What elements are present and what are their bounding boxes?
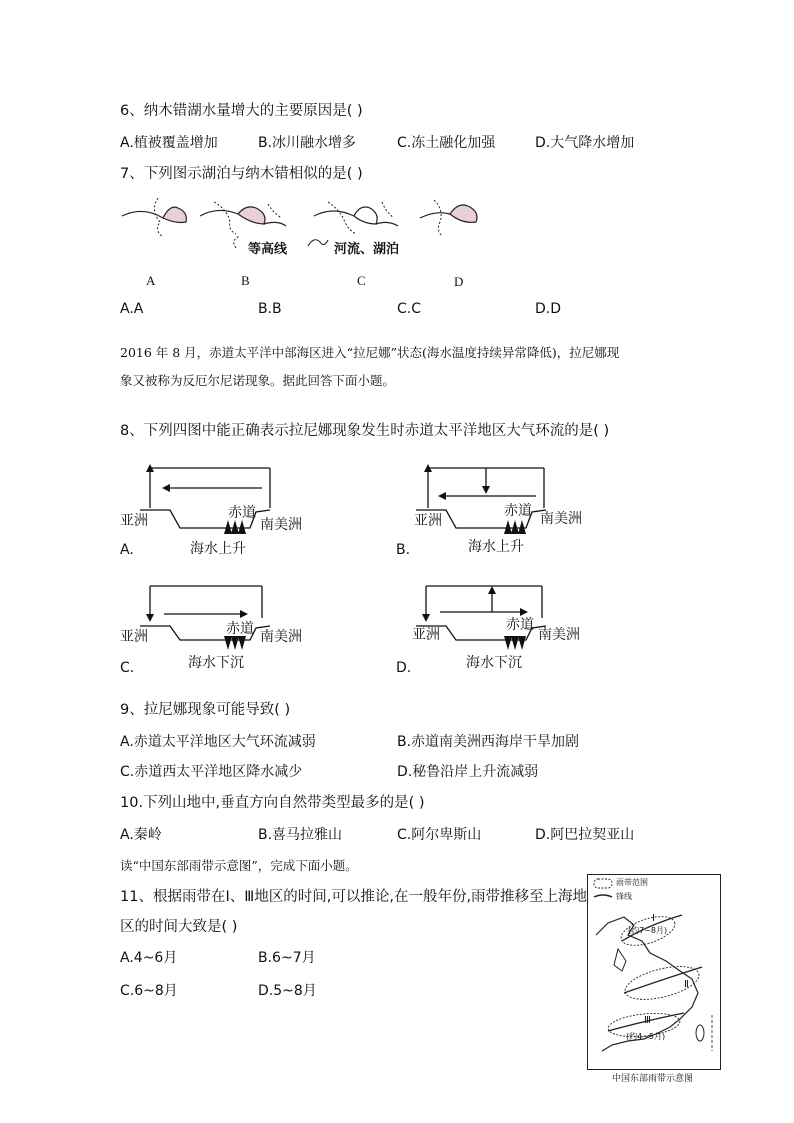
diagram-b-equator: 赤道 [504, 503, 532, 519]
q11-option-a: A.4~6月 [120, 950, 178, 966]
q7-option-d: D.D [535, 301, 562, 317]
q11-stem-line1: 11、根据雨带在Ⅰ、Ⅲ地区的时间,可以推论,在一般年份,雨带推移至上海地 [120, 889, 588, 905]
map-legend-front: 锋线 [616, 892, 632, 901]
rain-belt-map [587, 874, 721, 1070]
map-region-2: Ⅱ [684, 979, 689, 990]
contour-legend-icon [234, 236, 240, 248]
q9-stem: 9、拉尼娜现象可能导致( ) [120, 702, 291, 718]
lake-figure-b [200, 202, 286, 234]
diagram-d-asia: 亚洲 [412, 627, 440, 643]
circulation-diagram-c [120, 578, 300, 678]
passage-rain-belt: 读“中国东部雨带示意图”，完成下面小题。 [120, 858, 358, 873]
river-lake-legend-label: 河流、湖泊 [334, 242, 400, 257]
lake-figure-a [122, 198, 186, 236]
q11-option-c: C.6~8月 [120, 983, 178, 999]
q6-option-a: A.植被覆盖增加 [120, 135, 218, 151]
diagram-d-equator: 赤道 [506, 617, 534, 633]
lake-figure-d [420, 200, 477, 236]
q10-option-a: A.秦岭 [120, 827, 162, 843]
q11-stem-line2: 区的时间大致是( ) [120, 919, 238, 935]
map-legend-rainband: 雨带范围 [616, 878, 648, 887]
q10-stem: 10.下列山地中,垂直方向自然带类型最多的是( ) [120, 795, 425, 811]
q8-option-c: C. [120, 660, 135, 676]
q6-stem: 6、纳木错湖水量增大的主要原因是( ) [120, 103, 363, 119]
diagram-a-equator: 赤道 [228, 505, 256, 521]
diagram-d-ocean: 海水下沉 [466, 655, 522, 671]
q7-option-b: B.B [258, 301, 282, 317]
circulation-diagram-d [396, 578, 586, 678]
q11-option-b: B.6~7月 [258, 950, 316, 966]
q7-stem: 7、下列图示湖泊与纳木错相似的是( ) [120, 166, 363, 182]
diagram-b-ocean: 海水上升 [468, 539, 524, 555]
q10-option-b: B.喜马拉雅山 [258, 827, 343, 843]
q6-option-c: C.冻土融化加强 [397, 135, 496, 151]
q9-option-b: B.赤道南美洲西海岸干旱加剧 [397, 734, 580, 750]
q8-option-a: A. [120, 542, 134, 558]
figure-letter-a: A [146, 273, 156, 288]
q8-option-d: D. [396, 660, 412, 676]
diagram-d-south-america: 南美洲 [538, 627, 580, 643]
diagram-a-ocean: 海水上升 [190, 541, 246, 557]
q9-option-d: D.秘鲁沿岸上升流减弱 [397, 764, 539, 780]
q6-option-d: D.大气降水增加 [535, 135, 635, 151]
lake-figure-c [314, 202, 398, 234]
circulation-diagram-a [120, 462, 300, 562]
figure-letter-b: B [241, 273, 250, 288]
q6-option-b: B.冰川融水增多 [258, 135, 357, 151]
map-region-1: Ⅰ [652, 913, 655, 924]
q11-option-d: D.5~8月 [258, 983, 317, 999]
map-caption: 中国东部雨带示意图 [612, 1074, 694, 1084]
contour-legend-label: 等高线 [248, 242, 288, 257]
diagram-c-south-america: 南美洲 [260, 629, 302, 645]
diagram-c-ocean: 海水下沉 [188, 655, 244, 671]
map-region-1-time: (约7~8月) [628, 926, 668, 935]
diagram-a-south-america: 南美洲 [260, 517, 302, 533]
q9-option-a: A.赤道太平洋地区大气环流减弱 [120, 734, 316, 750]
map-region-3-time: (约4~5月) [626, 1032, 666, 1041]
diagram-b-asia: 亚洲 [414, 513, 442, 529]
map-region-3: Ⅲ [644, 1015, 651, 1026]
diagram-c-equator: 赤道 [226, 621, 254, 637]
q7-option-c: C.C [397, 301, 422, 317]
q10-option-d: D.阿巴拉契亚山 [535, 827, 635, 843]
diagram-c-asia: 亚洲 [120, 629, 148, 645]
q8-option-b: B. [396, 542, 411, 558]
q7-option-a: A.A [120, 301, 144, 317]
figure-letter-d: D [454, 274, 464, 289]
q10-option-c: C.阿尔卑斯山 [397, 827, 482, 843]
passage-la-nina-line1: 2016 年 8 月，赤道太平洋中部海区进入“拉尼娜”状态(海水温度持续异常降低)，拉尼娜现 [120, 345, 620, 360]
river-lake-legend-icon [308, 240, 328, 246]
figure-letter-c: C [357, 273, 366, 288]
q8-stem: 8、下列四图中能正确表示拉尼娜现象发生时赤道太平洋地区大气环流的是( ) [120, 423, 610, 439]
q9-option-c: C.赤道西太平洋地区降水减少 [120, 764, 303, 780]
circulation-diagram-b [396, 462, 586, 562]
diagram-a-asia: 亚洲 [120, 513, 148, 529]
passage-la-nina-line2: 象又被称为反厄尔尼诺现象。据此回答下面小题。 [120, 373, 396, 388]
diagram-b-south-america: 南美洲 [540, 511, 582, 527]
